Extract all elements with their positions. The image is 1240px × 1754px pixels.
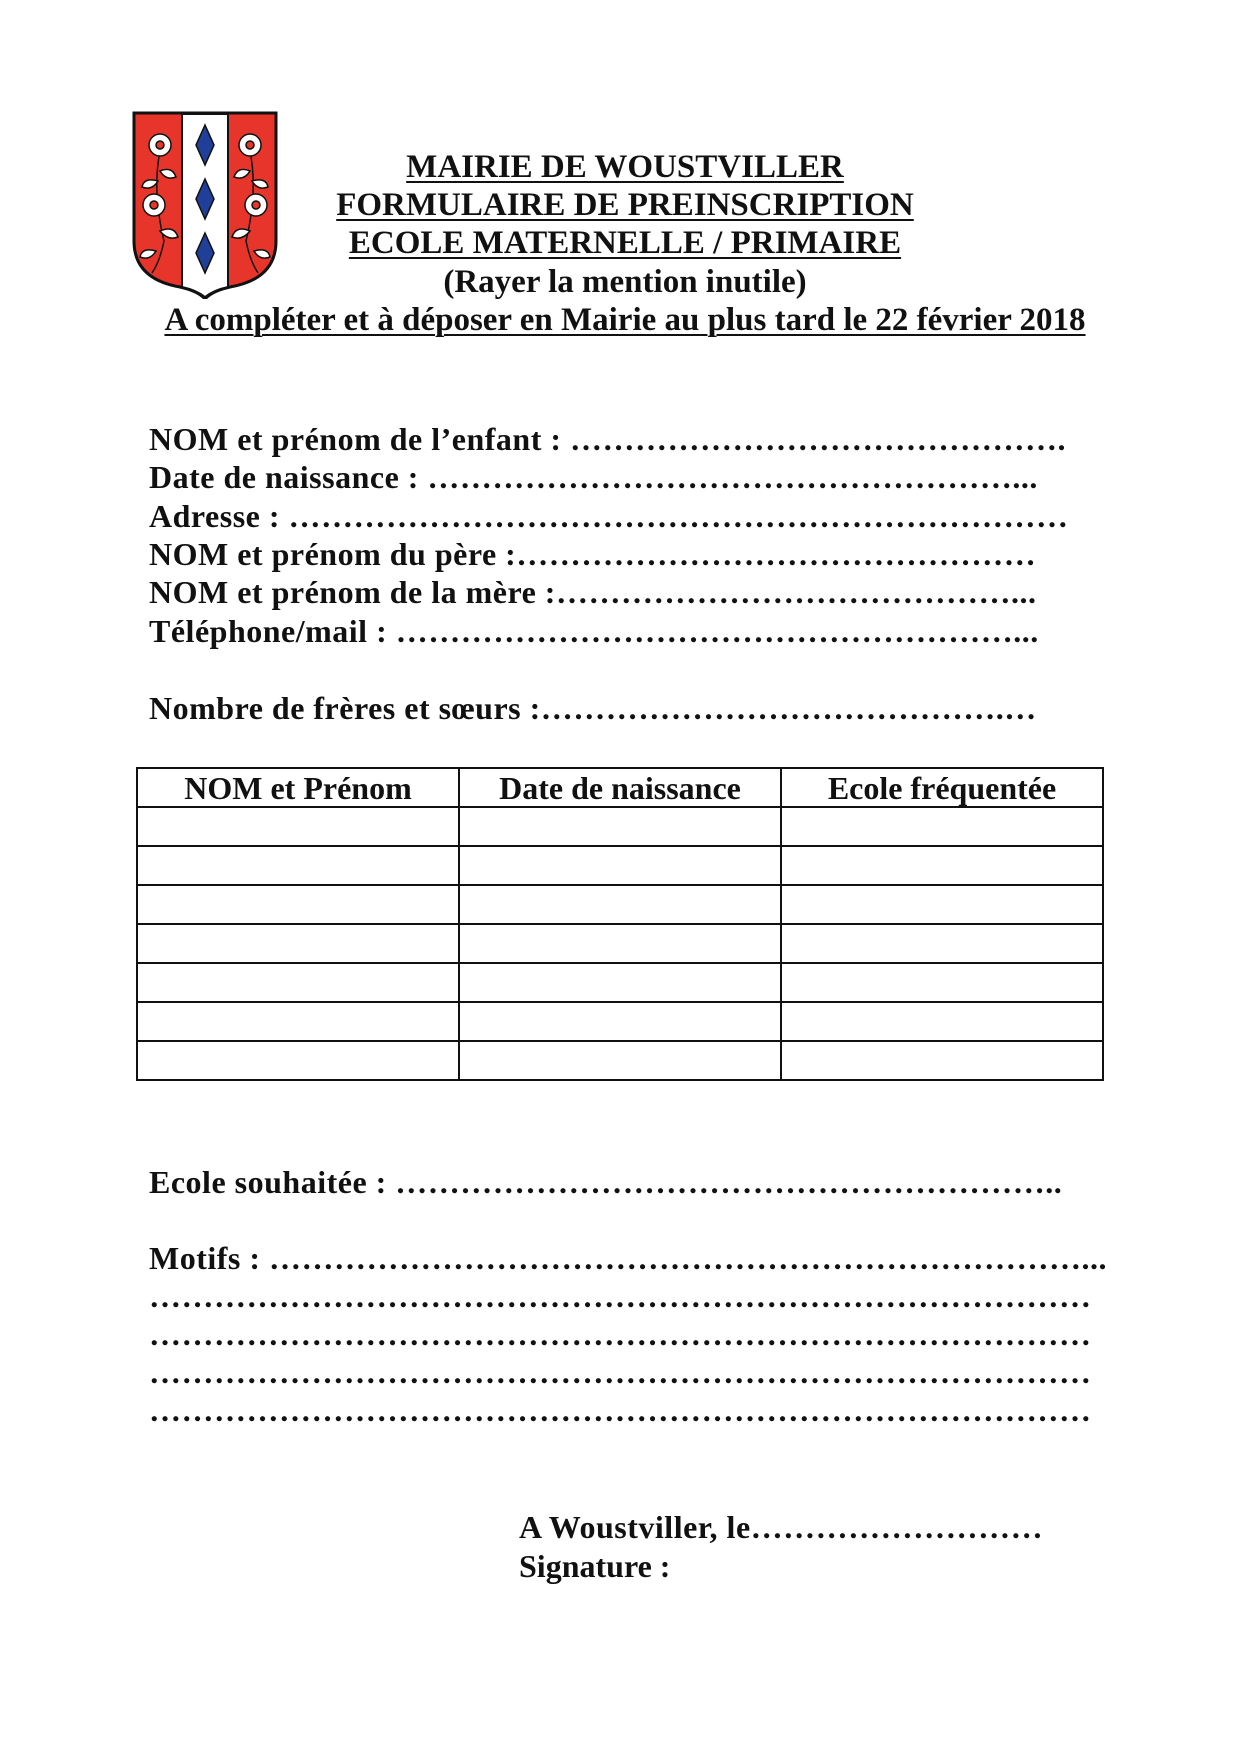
header-formulaire: FORMULAIRE DE PREINSCRIPTION [336,187,914,223]
column-header-ecole: Ecole fréquentée [781,768,1103,807]
siblings-table [136,767,1104,1081]
table-row [137,1041,1103,1080]
field-ecole-souhaitee[interactable]: Ecole souhaitée : …………………………………………………….. [149,1164,1063,1200]
field-nom-mere[interactable]: NOM et prénom de la mère :……………………………………... [149,574,1037,610]
table-cell[interactable] [459,963,781,1002]
table-cell[interactable] [459,807,781,846]
field-adresse[interactable]: Adresse : ……………………………………………………………… [149,498,1069,534]
table-row [137,807,1103,846]
header-mairie: MAIRIE DE WOUSTVILLER [406,149,844,185]
table-cell[interactable] [459,885,781,924]
table-cell[interactable] [459,846,781,885]
table-cell[interactable] [459,1041,781,1080]
field-motifs-line[interactable]: …………………………………………………………………………… [149,1278,1092,1314]
table-cell[interactable] [781,885,1103,924]
table-cell[interactable] [459,1002,781,1041]
field-telephone-mail[interactable]: Téléphone/mail : …………………………………………………... [149,613,1039,649]
table-cell[interactable] [781,1002,1103,1041]
table-cell[interactable] [781,846,1103,885]
field-nom-enfant[interactable]: NOM et prénom de l’enfant : ………………………………………. [149,421,1067,457]
table-row [137,885,1103,924]
table-cell[interactable] [137,807,459,846]
field-motifs-line[interactable]: …………………………………………………………………………… [149,1354,1092,1390]
table-cell[interactable] [137,1002,459,1041]
table-cell[interactable] [137,924,459,963]
table-cell[interactable] [137,885,459,924]
table-cell[interactable] [137,846,459,885]
field-date-naissance[interactable]: Date de naissance : ………………………………………………... [149,459,1038,495]
table-cell[interactable] [781,807,1103,846]
table-row [137,846,1103,885]
table-row [137,924,1103,963]
table-cell[interactable] [137,963,459,1002]
header-ecole: ECOLE MATERNELLE / PRIMAIRE [348,225,902,261]
column-header-date: Date de naissance [459,768,781,807]
table-row [137,963,1103,1002]
table-cell[interactable] [781,1041,1103,1080]
field-lieu-date[interactable]: A Woustviller, le……………………… [519,1509,1044,1545]
field-nombre-freres-soeurs[interactable]: Nombre de frères et sœurs :…………………………………….… [149,690,1037,726]
table-cell[interactable] [781,924,1103,963]
table-cell[interactable] [781,963,1103,1002]
field-motifs[interactable]: Motifs : …………………………………………………………………... [149,1240,1108,1276]
field-motifs-line[interactable]: …………………………………………………………………………… [149,1316,1092,1352]
field-motifs-line[interactable]: …………………………………………………………………………… [149,1392,1092,1428]
header-deadline: A compléter et à déposer en Mairie au plus tard le 22 février 2018 [164,302,1086,338]
signature-label: Signature : [519,1548,671,1584]
table-cell[interactable] [137,1041,459,1080]
column-header-nom: NOM et Prénom [137,768,459,807]
table-header-row [137,768,1103,807]
table-cell[interactable] [459,924,781,963]
header-note: (Rayer la mention inutile) [443,264,807,300]
field-nom-pere[interactable]: NOM et prénom du père :………………………………………… [149,536,1037,572]
table-row [137,1002,1103,1041]
